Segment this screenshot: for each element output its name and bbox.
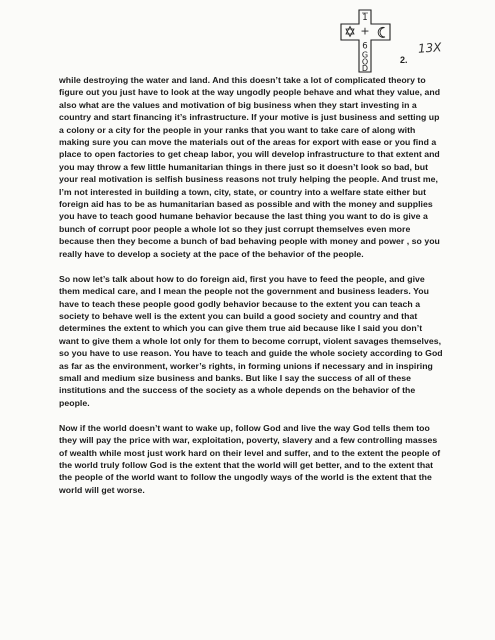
page-number: 2. <box>400 55 408 65</box>
body-text <box>59 74 443 509</box>
crescent-icon <box>378 27 385 37</box>
cross-mark: + <box>360 24 370 38</box>
paragraph-3: Now if the world doesn’t want to wake up, follow God and live the way God tells them too they will pay the price with war, exploitation, poverty, slavery and a few controlling masses of wealth while most just work hard on their level and suffer, and to the extent the people of the world truly follow God is the extent that the world will get better, and to the extent that the people of the world want to follow the ungodly ways of the world is the extent that the world will get worse. <box>59 422 441 495</box>
paragraph-2: So now let’s talk about how to do foreign aid, first you have to feed the people, and give them medical care, and I mean the people not the government and business leaders. You have to teach these people good godly behavior because to the extent you can teach a society to behave well is the extent you can build a good society and country and that determines the extent to which you can give them true aid because like I said you don’t want to give them a whole lot only for them to become corrupt, violent savages themselves, so you have to use reason. You have to teach and guide the whole society according to God as far as the environment, worker’s rights, in forming unions if necessary and in inspiring small and medium size business and banks. But like I say the success of all of these institutions and the success of the society as a whole depends on the behavior of the people. <box>59 273 443 408</box>
cross-letter-d: D <box>361 64 369 73</box>
cross-emblem <box>340 8 392 74</box>
numeral-top: 1 <box>362 13 368 23</box>
star-of-david-icon <box>346 27 354 35</box>
numeral-bottom: 6 <box>362 41 368 52</box>
cross-letter-o: O <box>361 57 369 67</box>
cross-emblem-drawing <box>340 8 392 74</box>
handwritten-note: 13X <box>417 40 442 56</box>
cross-letter-g: G <box>361 50 369 60</box>
paragraph-1: while destroying the water and land. And this doesn’t take a lot of complicated theory to figure out you just have to look at the way ungodly people behave and what they value, and also what are the values and motivation of big business when they start investing in a country and start financing it’s infrastructure. If your motive is just business and setting up a colony or a city for the people in your ranks that you want to take care of along with making sure you can move the materials out of the areas for export with ease or you find a place to open factories to get cheap labor, you will develop infrastructure to that extent and you may throw a few little humanitarian things in there just so it doesn’t look so bad, but your real motivation is selfish business reasons not truly helping the people. And trust me, I’m not interested in building a town, city, state, or country into a welfare state either but foreign aid has to be as humanitarian based as possible and with the money and supplies you have to teach good humane behavior because the last thing you want to do is give a bunch of corrupt poor people a whole lot so they just corrupt themselves even more because then they become a bunch of bad behaving people with money and power , so you really have to develop a society at the pace of the behavior of the people. <box>59 75 441 259</box>
